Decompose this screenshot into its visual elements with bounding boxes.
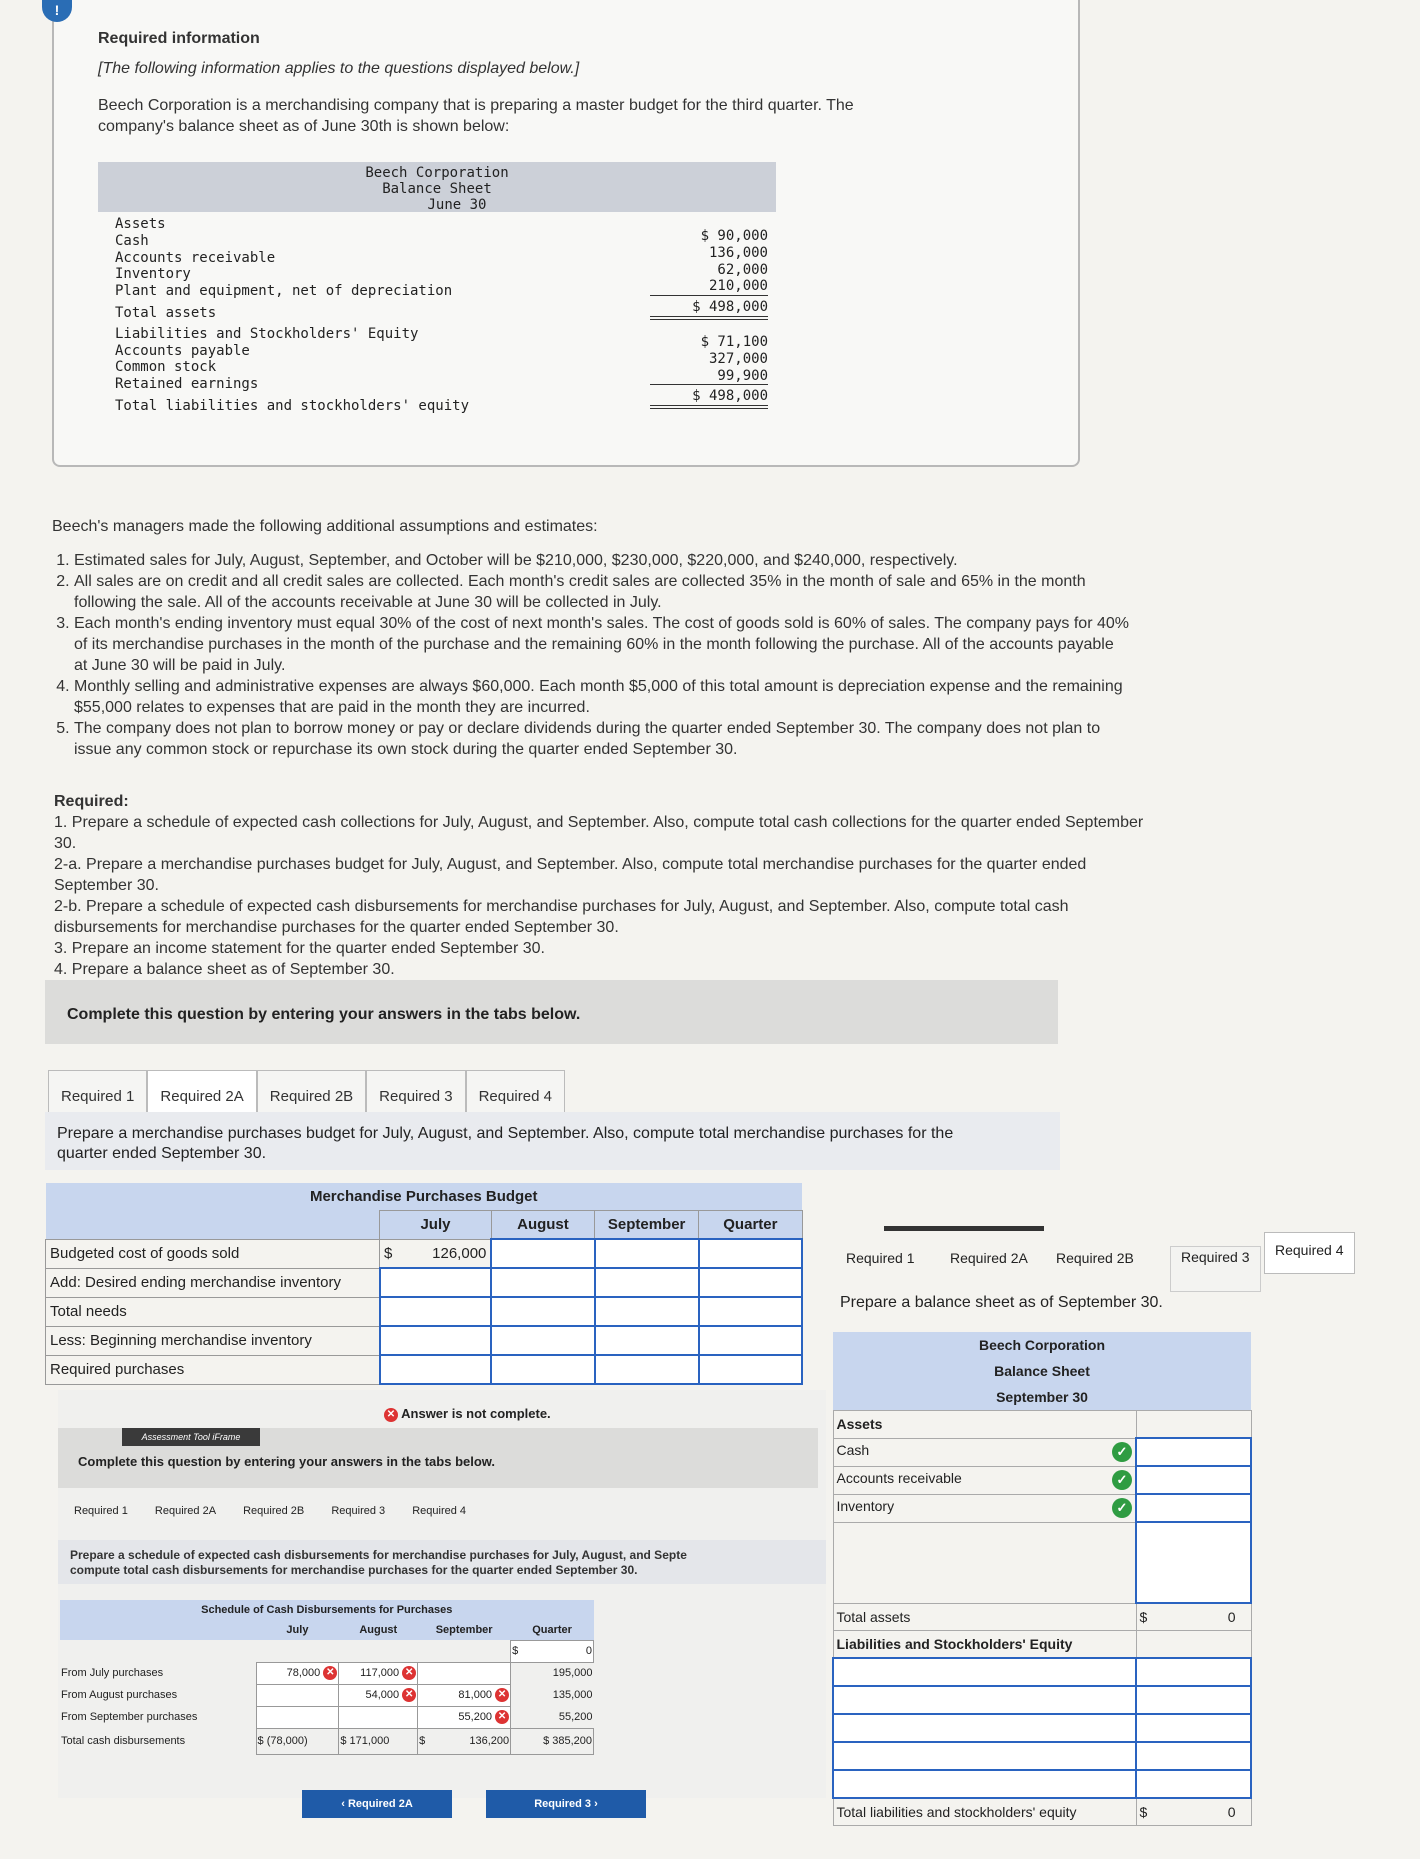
error-icon: ✕ — [402, 1688, 416, 1702]
table-row — [833, 1770, 1251, 1798]
overlay-tab[interactable]: Required 3 — [331, 1505, 386, 1517]
bs2-input[interactable] — [1136, 1438, 1251, 1466]
bs-assets-heading: Assets — [115, 216, 166, 232]
sched-value: 54,000 — [365, 1688, 400, 1701]
overlay-complete-bar — [58, 1428, 818, 1488]
table-row — [46, 1211, 803, 1240]
bs2-input[interactable] — [1136, 1522, 1251, 1603]
tab-required-2a[interactable]: Required 2A — [147, 1070, 256, 1123]
error-icon: ✕ — [402, 1666, 416, 1680]
sched-row-label: Total cash disbursements — [61, 1735, 186, 1747]
bs2-total-liab-label: Total liabilities and stockholders' equity — [833, 1798, 1136, 1826]
tab-required-3[interactable]: Required 3 — [366, 1070, 465, 1124]
sched-cell-august — [339, 1728, 418, 1754]
right-prompt: Prepare a balance sheet as of September 30. — [840, 1294, 1163, 1311]
sched-value: 78,000 — [286, 1666, 321, 1679]
table-row — [833, 1411, 1251, 1439]
error-icon: ✕ — [384, 1408, 398, 1422]
table-row — [833, 1742, 1251, 1770]
intro-paragraph — [98, 95, 958, 137]
disbursements-overlay — [58, 1390, 826, 1810]
sched-cell-july[interactable] — [256, 1684, 339, 1706]
sched-cell-september[interactable] — [418, 1662, 511, 1684]
sched-cell-august[interactable] — [339, 1706, 418, 1728]
assumption-item: 1. Estimated sales for July, August, September, and October will be $210,000, $230,000, $220,000, and $240,000, respectively. — [74, 550, 1130, 571]
sept-balance-sheet-table — [832, 1332, 1252, 1826]
overlay-tab-bar — [62, 1505, 478, 1517]
table-row — [833, 1438, 1251, 1466]
currency-prefix: $ — [257, 1735, 264, 1747]
assumption-item: 4. Monthly selling and administrative expenses are always $60,000. Each month $5,000 of this total amount is depreciation expense and the remaining $55,000 relates to expenses that are paid in the month they are incurred. — [74, 676, 1130, 718]
sched-cell-july — [256, 1728, 339, 1754]
next-required-3-button[interactable] — [486, 1790, 646, 1818]
table-row — [60, 1620, 594, 1640]
mp-col-august: August — [491, 1211, 594, 1240]
required-item: 2-a. Prepare a merchandise purchases budget for July, August, and September. Also, compute total merchandise purchases for the quarter ended September 30. — [54, 856, 1087, 894]
mp-col-september: September — [595, 1211, 699, 1240]
bs2-row-label — [833, 1494, 1136, 1522]
mp-input-september[interactable] — [595, 1268, 699, 1297]
check-icon: ✓ — [1112, 1442, 1132, 1462]
overlay-tab[interactable]: Required 4 — [412, 1505, 467, 1517]
bs2-liab-heading: Liabilities and Stockholders' Equity — [833, 1631, 1136, 1659]
bs-value-ppe: 210,000 — [650, 278, 768, 296]
overlay-tab[interactable]: Required 2B — [243, 1505, 305, 1517]
bs-value-total-assets: $ 498,000 — [650, 299, 768, 320]
chevron-right-icon: › — [594, 1798, 598, 1810]
bs-label-cash: Cash — [115, 232, 149, 249]
tab-prompt-line-1: Prepare a merchandise purchases budget for July, August, and September. Also, compute total merchandise purchases for the — [57, 1125, 954, 1142]
check-icon: ✓ — [1112, 1470, 1132, 1490]
bs-value-cs: 327,000 — [708, 350, 768, 367]
bs-title: Balance Sheet — [382, 181, 492, 197]
mp-input-august[interactable] — [491, 1326, 594, 1355]
bs-label-ap: Accounts payable — [115, 342, 250, 359]
mp-input-quarter[interactable] — [699, 1326, 802, 1355]
table-row — [833, 1603, 1251, 1631]
required-item: 4. Prepare a balance sheet as of September 30. — [54, 961, 395, 978]
bs2-input[interactable] — [1136, 1686, 1251, 1714]
currency-prefix: $ — [340, 1735, 347, 1747]
sched-blank — [418, 1640, 511, 1662]
mp-row-label: Required purchases — [46, 1355, 380, 1384]
table-row — [833, 1332, 1251, 1358]
bs2-input[interactable] — [1136, 1494, 1251, 1522]
bs-value-cash: $ 90,000 — [700, 228, 768, 244]
balance-sheet-values — [650, 228, 768, 409]
complete-bar — [45, 980, 1058, 1044]
answer-status-text: Answer is not complete. — [401, 1406, 551, 1421]
chevron-left-icon: ‹ — [341, 1798, 345, 1810]
required-item: 1. Prepare a schedule of expected cash collections for July, August, and September. Also, compute total cash collections for the quarter ended September 30. — [54, 814, 1144, 852]
mp-input-july[interactable] — [380, 1326, 492, 1355]
bs2-total-assets — [1136, 1603, 1251, 1631]
sched-value: 0 — [585, 1645, 592, 1657]
sched-cell-september — [418, 1728, 511, 1754]
balance-sheet-labels — [115, 216, 469, 415]
mp-input-september[interactable] — [595, 1326, 699, 1355]
table-row — [60, 1706, 594, 1728]
mp-row-label: Budgeted cost of goods sold — [46, 1239, 380, 1268]
required-section — [54, 791, 1144, 980]
table-row — [833, 1494, 1251, 1522]
tab-indicator — [884, 1226, 1044, 1231]
currency-prefix: $ — [512, 1645, 519, 1657]
sched-cell-august[interactable] — [339, 1684, 418, 1706]
overlay-prompt-line-2: compute total cash disbursements for merchandise purchases for the quarter ended September 30. — [70, 1563, 638, 1577]
bs-label-ppe: Plant and equipment, net of depreciation — [115, 283, 453, 300]
error-icon: ✕ — [495, 1710, 509, 1724]
assumption-item: 3. Each month's ending inventory must equal 30% of the cost of next month's sales. The cost of goods sold is 60% of sales. The company pays for 40% of its merchandise purchases in the month of the purchase and the remaining 60% in the month following the purchase. All of the accounts payable at June 30 will be paid in July. — [74, 613, 1130, 676]
mp-input-july[interactable] — [380, 1297, 492, 1326]
table-row — [46, 1239, 803, 1268]
bs2-title: Balance Sheet — [833, 1358, 1251, 1384]
prev-required-2a-button[interactable] — [302, 1790, 452, 1818]
sched-cell-quarter: 135,000 — [552, 1689, 593, 1701]
bs2-blank — [1136, 1631, 1251, 1659]
mp-input-september[interactable] — [595, 1297, 699, 1326]
sched-cell-september[interactable] — [418, 1684, 511, 1706]
mp-input-september[interactable] — [595, 1355, 699, 1384]
assumptions-list — [50, 550, 1130, 760]
bs-value-re: 99,900 — [650, 368, 768, 386]
sched-cell-quarter: 55,200 — [558, 1710, 593, 1723]
assumption-item: 2. All sales are on credit and all credit sales are collected. Each month's credit sales are collected 35% in the month of sale and 65% in the month following the sale. All of the accounts receivable at June 30 will be collected in July. — [74, 571, 1130, 613]
table-row — [60, 1662, 594, 1684]
table-row — [833, 1466, 1251, 1494]
currency-prefix: $ — [1139, 1609, 1148, 1625]
sched-cell-august[interactable] — [339, 1662, 418, 1684]
overlay-prompt-line-1: Prepare a schedule of expected cash disbursements for merchandise purchases for July, August, and Septe — [70, 1548, 687, 1562]
cash-disbursement-table — [60, 1600, 594, 1755]
sched-row-label: From August purchases — [61, 1689, 178, 1701]
mp-input-august[interactable] — [491, 1239, 594, 1268]
sched-col-august: August — [339, 1620, 418, 1640]
mp-title: Merchandise Purchases Budget — [46, 1183, 803, 1211]
sched-cell-quarter: $ 385,200 — [511, 1728, 594, 1754]
bs-value-ar: 136,000 — [708, 244, 768, 261]
bs2-input[interactable] — [1136, 1742, 1251, 1770]
sched-value: 81,000 — [458, 1688, 493, 1701]
tab-prompt-line-2: quarter ended September 30. — [57, 1145, 267, 1162]
intro-line-1: Beech Corporation is a merchandising company that is preparing a master budget for the third quarter. The — [98, 97, 854, 114]
table-row — [833, 1522, 1251, 1603]
currency-prefix: $ — [1139, 1804, 1148, 1820]
assumptions-intro: Beech's managers made the following additional assumptions and estimates: — [52, 518, 598, 535]
mp-input-august[interactable] — [491, 1355, 594, 1384]
sched-blank — [60, 1640, 256, 1662]
sched-col-september: September — [418, 1620, 511, 1640]
sched-value: 55,200 — [458, 1710, 493, 1723]
balance-sheet-header — [98, 162, 776, 212]
bs2-assets-heading: Assets — [833, 1411, 1136, 1439]
required-item: 3. Prepare an income statement for the quarter ended September 30. — [54, 940, 545, 957]
table-row — [46, 1326, 803, 1355]
mp-input-august[interactable] — [491, 1268, 594, 1297]
table-row — [46, 1297, 803, 1326]
bs2-value: 0 — [1227, 1804, 1236, 1820]
info-subtitle: [The following information applies to the questions displayed below.] — [98, 60, 580, 77]
table-row — [60, 1600, 594, 1620]
bs2-label-text: Accounts receivable — [836, 1470, 962, 1486]
sched-cell-quarter: 195,000 — [552, 1667, 593, 1680]
mp-input-quarter[interactable] — [699, 1239, 802, 1268]
bs2-blank — [1136, 1411, 1251, 1439]
overlay-complete-prompt: Complete this question by entering your answers in the tabs below. — [78, 1454, 496, 1469]
sched-cell-july[interactable] — [256, 1662, 339, 1684]
bs2-blank — [833, 1522, 1136, 1603]
overlay-tab[interactable]: Required 2A — [154, 1505, 217, 1517]
sched-value: 136,200 — [469, 1735, 510, 1747]
table-row — [833, 1658, 1251, 1686]
mp-input-quarter[interactable] — [699, 1297, 802, 1326]
sched-row-label: From September purchases — [61, 1711, 198, 1723]
mp-row-label: Less: Beginning merchandise inventory — [46, 1326, 380, 1355]
table-row — [60, 1640, 594, 1662]
bs-company: Beech Corporation — [365, 165, 509, 181]
info-icon: ! — [42, 0, 72, 22]
mp-header-blank — [46, 1211, 380, 1240]
sched-blank — [256, 1640, 339, 1662]
sched-value: (78,000) — [266, 1735, 308, 1747]
bs-date: June 30 — [427, 197, 487, 213]
bs-label-total-assets: Total assets — [115, 304, 217, 321]
bs2-company: Beech Corporation — [833, 1332, 1251, 1358]
bs2-input[interactable] — [1136, 1466, 1251, 1494]
table-row — [833, 1714, 1251, 1742]
bs-label-ar: Accounts receivable — [115, 249, 276, 266]
assessment-tool-label: Assessment Tool iFrame — [122, 1428, 260, 1446]
sched-quarter-top[interactable] — [511, 1640, 594, 1662]
error-icon: ✕ — [323, 1666, 337, 1680]
right-tab[interactable]: Required 1 — [846, 1250, 915, 1266]
sched-col-july: July — [256, 1620, 339, 1640]
sched-cell-july[interactable] — [256, 1706, 339, 1728]
bs2-total-liab — [1136, 1798, 1251, 1826]
mp-row-label: Add: Desired ending merchandise inventory — [46, 1268, 380, 1297]
mp-input-september[interactable] — [595, 1239, 699, 1268]
required-item: 2-b. Prepare a schedule of expected cash disbursements for merchandise purchases for July, August, and September. Also, compute total cash disbursements for merchandise purchases for the quarter ended September 30. — [54, 898, 1069, 936]
tab-prompt-box — [45, 1112, 1060, 1170]
table-row — [46, 1183, 803, 1211]
sched-header-blank — [60, 1620, 256, 1640]
table-row — [833, 1384, 1251, 1411]
bs2-input[interactable] — [1136, 1714, 1251, 1742]
sched-col-quarter: Quarter — [511, 1620, 594, 1640]
next-button-label: Required 3 — [534, 1798, 592, 1810]
table-row — [833, 1798, 1251, 1826]
bs2-input[interactable] — [833, 1686, 1136, 1714]
table-row — [60, 1728, 594, 1754]
table-row — [833, 1358, 1251, 1384]
right-tab[interactable]: Required 2A — [950, 1250, 1028, 1266]
bs-label-cs: Common stock — [115, 359, 217, 376]
bs2-input[interactable] — [833, 1714, 1136, 1742]
required-info-title: Required information — [98, 30, 260, 47]
table-row — [46, 1355, 803, 1384]
bs2-label-text: Cash — [836, 1442, 870, 1458]
tab-prompt — [45, 1112, 1060, 1164]
bs-label-total-liab: Total liabilities and stockholders' equity — [115, 397, 470, 414]
mp-input-july[interactable] — [380, 1355, 492, 1384]
mp-col-july: July — [380, 1211, 492, 1240]
bs2-total-assets-label: Total assets — [833, 1603, 1136, 1631]
overlay-tab-prompt — [58, 1540, 826, 1584]
bs2-label-text: Inventory — [836, 1498, 895, 1514]
merchandise-purchases-table — [45, 1183, 803, 1385]
error-icon: ✕ — [495, 1688, 509, 1702]
mp-input-quarter[interactable] — [699, 1268, 802, 1297]
right-tab-bar — [832, 1222, 1420, 1274]
right-tab[interactable]: Required 2B — [1056, 1250, 1134, 1266]
mp-col-quarter: Quarter — [699, 1211, 802, 1240]
bs-label-re: Retained earnings — [115, 376, 259, 393]
sched-title: Schedule of Cash Disbursements for Purchases — [60, 1600, 594, 1620]
bs2-input[interactable] — [833, 1742, 1136, 1770]
bs2-date: September 30 — [833, 1384, 1251, 1411]
mp-value: 126,000 — [432, 1244, 487, 1262]
table-row — [46, 1268, 803, 1297]
sched-value: 117,000 — [360, 1666, 400, 1679]
currency-prefix: $ — [384, 1244, 393, 1262]
bs2-input[interactable] — [833, 1658, 1136, 1686]
bs2-input[interactable] — [833, 1770, 1136, 1798]
table-row — [60, 1684, 594, 1706]
tab-required-1[interactable]: Required 1 — [48, 1070, 147, 1124]
mp-cell-july[interactable] — [380, 1239, 492, 1268]
bs-value-ap: $ 71,100 — [700, 333, 768, 350]
sched-blank — [339, 1640, 418, 1662]
tab-required-2b[interactable]: Required 2B — [257, 1070, 366, 1124]
table-row — [833, 1631, 1251, 1659]
mp-input-july[interactable] — [380, 1268, 492, 1297]
bs2-input[interactable] — [1136, 1770, 1251, 1798]
prev-button-label: Required 2A — [347, 1798, 413, 1810]
answer-status — [384, 1406, 551, 1422]
required-heading: Required: — [54, 793, 129, 810]
sched-row-label: From July purchases — [61, 1667, 164, 1679]
mp-input-quarter[interactable] — [699, 1355, 802, 1384]
right-tab-active[interactable]: Required 4 — [1264, 1232, 1355, 1274]
check-icon: ✓ — [1112, 1498, 1132, 1518]
bs-liab-heading: Liabilities and Stockholders' Equity — [115, 325, 419, 342]
bs2-row-label — [833, 1466, 1136, 1494]
overlay-tab[interactable]: Required 1 — [74, 1505, 128, 1517]
intro-line-2: company's balance sheet as of June 30th is shown below: — [98, 118, 510, 135]
bs2-value: 0 — [1227, 1609, 1236, 1625]
bs-value-total-liab: $ 498,000 — [650, 388, 768, 409]
bs-value-inventory: 62,000 — [717, 261, 768, 278]
bs2-row-label — [833, 1438, 1136, 1466]
assumption-item: 5. The company does not plan to borrow money or pay or declare dividends during the quarter ended September 30. The company does not plan to issue any common stock or repurchase its own stock during the quarter ended September 30. — [74, 718, 1130, 760]
currency-prefix: $ — [419, 1735, 426, 1747]
sched-cell-september[interactable] — [418, 1706, 511, 1728]
mp-row-label: Total needs — [46, 1297, 380, 1326]
bs-label-inventory: Inventory — [115, 266, 191, 283]
complete-prompt: Complete this question by entering your answers in the tabs below. — [67, 1006, 581, 1023]
tab-required-4[interactable]: Required 4 — [466, 1070, 565, 1124]
mp-input-august[interactable] — [491, 1297, 594, 1326]
sched-value: 171,000 — [349, 1735, 390, 1747]
bs2-input[interactable] — [1136, 1658, 1251, 1686]
right-tab[interactable]: Required 3 — [1170, 1246, 1261, 1292]
table-row — [833, 1686, 1251, 1714]
